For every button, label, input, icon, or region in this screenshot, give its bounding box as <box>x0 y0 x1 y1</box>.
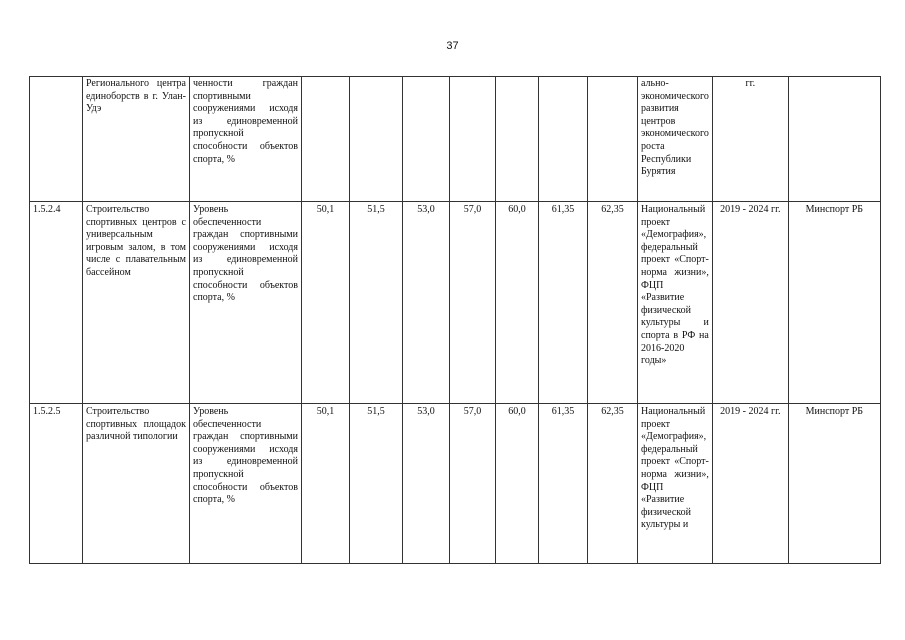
cell-value: 53,0 <box>403 404 450 564</box>
cell-value <box>496 77 539 202</box>
cell-source: Национальный проект «Демография», федеральный проект «Спорт-норма жизни», ФЦП «Развитие физической культуры и <box>638 404 713 564</box>
cell-code: 1.5.2.5 <box>30 404 83 564</box>
cell-value: 57,0 <box>450 404 496 564</box>
cell-value <box>450 77 496 202</box>
cell-value: 60,0 <box>496 404 539 564</box>
cell-source: ально-экономического развития центров экономического роста Республики Бурятия <box>638 77 713 202</box>
table-row <box>30 404 881 564</box>
cell-value <box>403 77 450 202</box>
cell-value: 62,35 <box>588 202 638 404</box>
cell-value <box>588 77 638 202</box>
cell-responsible: Минспорт РБ <box>788 404 880 564</box>
cell-value: 62,35 <box>588 404 638 564</box>
cell-responsible: Минспорт РБ <box>788 202 880 404</box>
cell-value <box>302 77 350 202</box>
cell-value <box>350 77 403 202</box>
cell-indicator: ченности граждан спортивными сооружениями исходя из единовременной пропускной способности объектов спорта, % <box>190 77 302 202</box>
program-table <box>29 76 881 564</box>
cell-code: 1.5.2.4 <box>30 202 83 404</box>
cell-value: 61,35 <box>539 404 588 564</box>
cell-indicator: Уровень обеспеченности граждан спортивными сооружениями исходя из единовременной пропускной способности объектов спорта, % <box>190 202 302 404</box>
cell-source: Национальный проект «Демография», федеральный проект «Спорт-норма жизни», ФЦП «Развитие физической культуры и спорта в РФ на 2016-2020 годы» <box>638 202 713 404</box>
cell-name: Регионального центра единоборств в г. Улан-Удэ <box>83 77 190 202</box>
cell-value: 51,5 <box>350 404 403 564</box>
cell-value: 51,5 <box>350 202 403 404</box>
cell-name: Строительство спортивных центров с универсальным игровым залом, в том числе с плавательным бассейном <box>83 202 190 404</box>
cell-period: гг. <box>712 77 788 202</box>
cell-indicator: Уровень обеспеченности граждан спортивными сооружениями исходя из единовременной пропускной способности объектов спорта, % <box>190 404 302 564</box>
table-row <box>30 202 881 404</box>
cell-value: 61,35 <box>539 202 588 404</box>
cell-name: Строительство спортивных площадок различной типологии <box>83 404 190 564</box>
cell-responsible <box>788 77 880 202</box>
cell-value <box>539 77 588 202</box>
cell-value: 60,0 <box>496 202 539 404</box>
table-row <box>30 77 881 202</box>
cell-value: 50,1 <box>302 404 350 564</box>
cell-value: 57,0 <box>450 202 496 404</box>
page-number: 37 <box>446 40 459 52</box>
cell-period: 2019 - 2024 гг. <box>712 404 788 564</box>
cell-value: 50,1 <box>302 202 350 404</box>
cell-value: 53,0 <box>403 202 450 404</box>
cell-code <box>30 77 83 202</box>
cell-period: 2019 - 2024 гг. <box>712 202 788 404</box>
